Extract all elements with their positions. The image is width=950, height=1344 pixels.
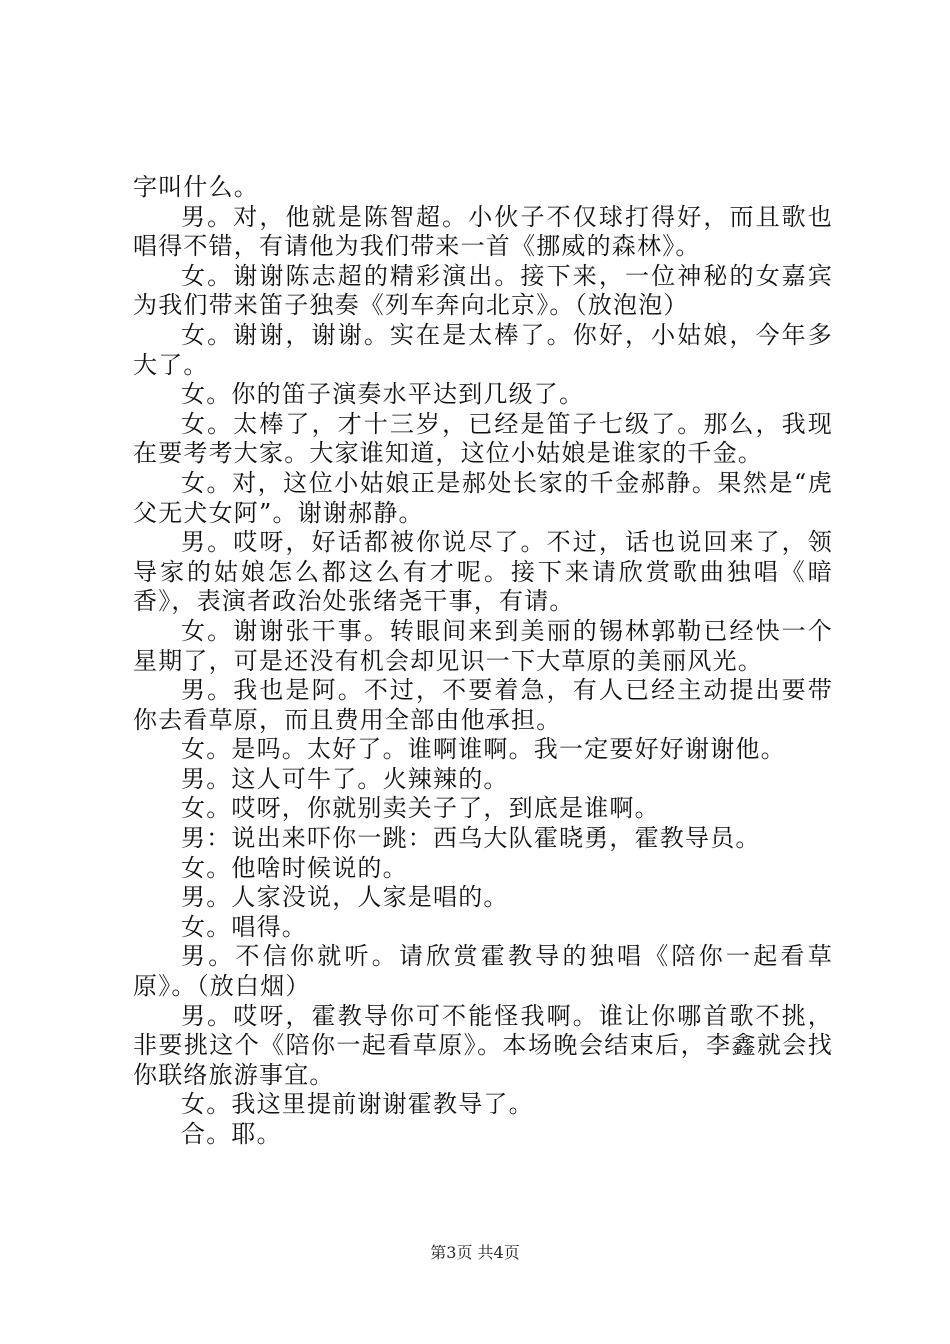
paragraph: 女。唱得。	[181, 912, 307, 941]
paragraph: 男。哎呀，霍教导你可不能怪我啊。谁让你哪首歌不挑，非要挑这个《陪你一起看草原》。本场晚会结束后，李鑫就会找你联络旅游事宜。	[133, 1001, 833, 1089]
paragraph: 男。这人可牛了。火辣辣的。	[181, 764, 509, 793]
script-body	[133, 173, 833, 1150]
paragraph: 女。你的笛子演奏水平达到几级了。	[181, 380, 585, 409]
paragraph: 女。是吗。太好了。谁啊谁啊。我一定要好好谢谢他。	[181, 735, 786, 764]
paragraph: 男。哎呀，好话都被你说尽了。不过，话也说回来了，领导家的姑娘怎么都这么有才呢。接下来请欣赏歌曲独唱《暗香》，表演者政治处张绪尧干事，有请。	[133, 528, 833, 616]
paragraph: 女。哎呀，你就别卖关子了，到底是谁啊。	[181, 794, 660, 823]
paragraph: 女。谢谢，谢谢。实在是太棒了。你好，小姑娘，今年多大了。	[133, 320, 833, 379]
paragraph: 合。耶。	[181, 1120, 282, 1148]
paragraph: 字叫什么。	[133, 173, 259, 201]
paragraph: 女。太棒了，才十三岁，已经是笛子七级了。那么，我现在要考考大家。大家谁知道，这位小姑娘是谁家的千金。	[133, 409, 833, 468]
paragraph: 女。对，这位小姑娘正是郝处长家的千金郝静。果然是“虎父无犬女阿”。谢谢郝静。	[133, 468, 833, 527]
page-number-footer: 第3页 共4页	[430, 1243, 520, 1262]
paragraph: 男。人家没说，人家是唱的。	[181, 883, 509, 912]
paragraph: 女。他啥时候说的。	[181, 853, 408, 882]
paragraph: 女。谢谢陈志超的精彩演出。接下来，一位神秘的女嘉宾为我们带来笛子独奏《列车奔向北京》。（放泡泡）	[133, 261, 833, 320]
paragraph: 男：说出来吓你一跳：西乌大队霍晓勇，霍教导员。	[181, 824, 761, 853]
paragraph: 男。我也是阿。不过，不要着急，有人已经主动提出要带你去看草原，而且费用全部由他承担。	[133, 676, 833, 734]
paragraph: 男。不信你就听。请欣赏霍教导的独唱《陪你一起看草原》。（放白烟）	[133, 942, 833, 1001]
paragraph: 男。对，他就是陈智超。小伙子不仅球打得好，而且歌也唱得不错，有请他为我们带来一首《挪威的森林》。	[133, 202, 833, 261]
paragraph: 女。我这里提前谢谢霍教导了。	[181, 1090, 534, 1119]
paragraph: 女。谢谢张干事。转眼间来到美丽的锡林郭勒已经快一个星期了，可是还没有机会却见识一下大草原的美丽风光。	[133, 616, 833, 675]
